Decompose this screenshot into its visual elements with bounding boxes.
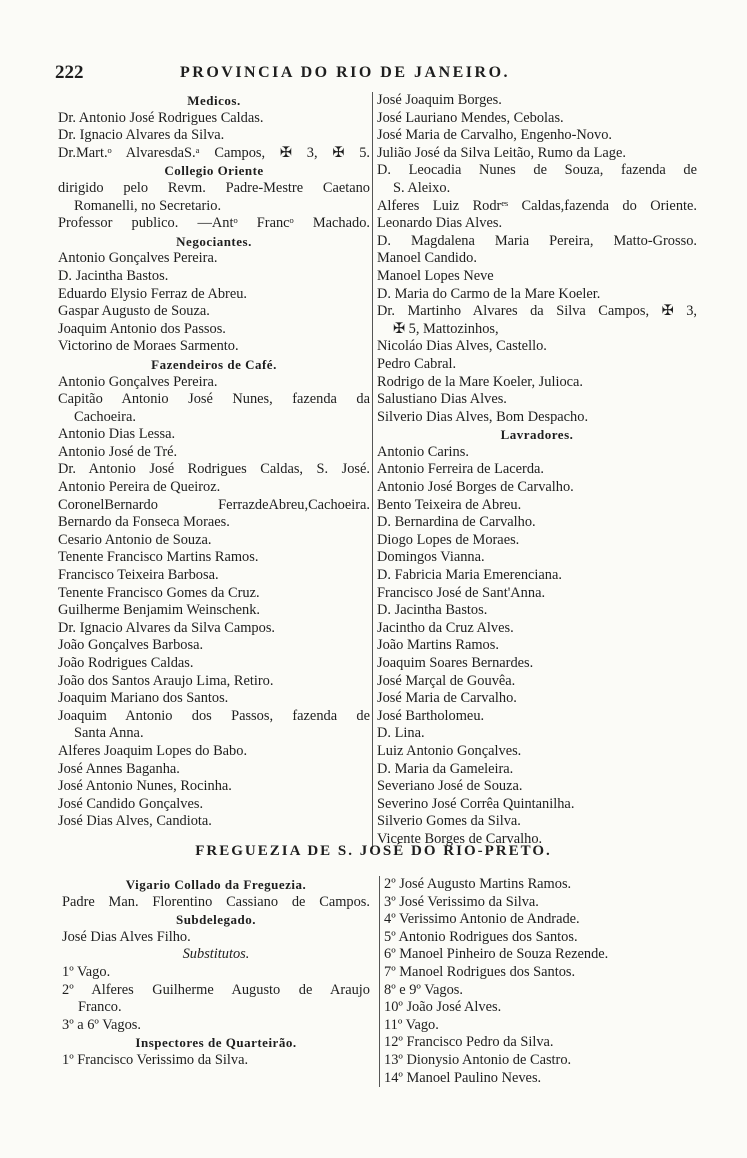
list-entry: Silverio Dias Alves, Bom Despacho.	[377, 408, 589, 425]
list-entry: 7º Manoel Rodrigues dos Santos.	[384, 963, 576, 980]
list-entry: Leonardo Dias Alves.	[377, 215, 503, 232]
list-entry: Antonio Carins.	[377, 443, 469, 460]
list-entry: Antonio Gonçalves Pereira.	[58, 373, 218, 390]
list-entry: D. Magdalena Maria Pereira, Matto-Grosso.	[377, 232, 697, 249]
list-entry: 3º a 6º Vagos.	[62, 1016, 142, 1033]
list-entry: José Dias Alves, Candiota.	[58, 813, 212, 830]
list-entry: José Marçal de Gouvêa.	[377, 672, 516, 689]
list-entry: D. Jacintha Bastos.	[58, 267, 169, 284]
list-entry: ✠ 5, Mattozinhos,	[393, 320, 499, 337]
subheading: Substitutos.	[182, 946, 250, 963]
list-entry: 13º Dionysio Antonio de Castro.	[384, 1051, 572, 1068]
list-entry: D. Maria do Carmo de la Mare Koeler.	[377, 285, 601, 302]
list-entry: Vicente Borges de Carvalho.	[377, 830, 543, 847]
list-entry: Capitão Antonio José Nunes, fazenda da	[58, 391, 370, 408]
list-entry: 4º Verissimo Antonio de Andrade.	[384, 911, 580, 928]
list-entry: 6º Manoel Pinheiro de Souza Rezende.	[384, 946, 609, 963]
list-entry: 1º Francisco Verissimo da Silva.	[62, 1051, 249, 1068]
section-title: FREGUEZIA DE S. JOSÉ DO RIO-PRETO.	[195, 843, 552, 859]
list-entry: Bento Teixeira de Abreu.	[377, 496, 522, 513]
list-entry: José Annes Baganha.	[58, 760, 180, 777]
list-entry: 3º José Verissimo da Silva.	[384, 893, 539, 910]
page-header	[55, 62, 695, 86]
list-entry: Joaquim Antonio dos Passos, fazenda de	[58, 707, 370, 724]
list-entry: Nicoláo Dias Alves, Castello.	[377, 338, 547, 355]
list-entry: 2º José Augusto Martins Ramos.	[384, 876, 572, 892]
list-entry: Antonio Ferreira de Lacerda.	[377, 461, 545, 478]
list-entry: José Joaquim Borges.	[377, 92, 502, 108]
section-heading: Fazendeiros de Café.	[151, 356, 277, 372]
list-entry: Manoel Candido.	[377, 250, 477, 267]
list-entry: Domingos Vianna.	[377, 549, 485, 566]
list-entry: 14º Manoel Paulino Neves.	[384, 1069, 542, 1086]
list-entry: 10º João José Alves.	[384, 999, 502, 1016]
list-entry: Joaquim Antonio dos Passos.	[58, 320, 226, 337]
list-entry: Silverio Gomes da Silva.	[377, 813, 521, 830]
list-entry: Dr. Ignacio Alvares da Silva Campos.	[58, 619, 276, 636]
list-entry: Antonio Gonçalves Pereira.	[58, 250, 218, 267]
list-entry: D. Lina.	[377, 725, 425, 742]
top-left-column	[58, 92, 370, 831]
list-entry: Padre Man. Florentino Cassiano de Campos.	[62, 893, 370, 910]
list-entry: S. Aleixo.	[393, 179, 451, 196]
list-entry: Salustiano Dias Alves.	[377, 391, 507, 408]
list-entry: Rodrigo de la Mare Koeler, Julioca.	[377, 373, 584, 390]
list-entry: Franco.	[78, 999, 122, 1016]
list-entry: Francisco José de Sant'Anna.	[377, 584, 546, 601]
list-entry: Severiano José de Souza.	[377, 778, 523, 795]
list-entry: José Antonio Nunes, Rocinha.	[58, 778, 232, 795]
section-heading: Vigario Collado da Freguezia.	[125, 877, 307, 892]
list-entry: Severino José Corrêa Quintanilha.	[377, 795, 575, 812]
list-entry: Gaspar Augusto de Souza.	[58, 303, 210, 320]
list-entry: 11º Vago.	[384, 1016, 439, 1033]
list-entry: Julião José da Silva Leitão, Rumo da Lage.	[377, 144, 626, 161]
list-entry: Antonio Dias Lessa.	[58, 426, 176, 443]
list-entry: Manoel Lopes Neve	[377, 267, 494, 284]
list-entry: José Lauriano Mendes, Cebolas.	[377, 109, 564, 126]
section-heading: Medicos.	[187, 93, 241, 108]
list-entry: José Maria de Carvalho.	[377, 690, 517, 707]
list-entry: 8º e 9º Vagos.	[384, 981, 464, 998]
list-entry: Pedro Cabral.	[377, 355, 457, 372]
section-heading: Collegio Oriente	[164, 163, 264, 179]
list-entry: CoronelBernardo FerrazdeAbreu,Cachoeira.	[58, 496, 370, 513]
list-entry: Professor publico. —Antᵒ Francᵒ Machado.	[58, 215, 370, 232]
list-entry: José Candido Gonçalves.	[58, 795, 204, 812]
section-heading: Negociantes.	[176, 233, 252, 249]
list-entry: D. Fabricia Maria Emerenciana.	[377, 567, 562, 584]
list-entry: 2º Alferes Guilherme Augusto de Araujo	[62, 981, 370, 998]
list-entry: Jacintho da Cruz Alves.	[377, 619, 514, 636]
list-entry: Bernardo da Fonseca Moraes.	[58, 514, 230, 531]
list-entry: 12º Francisco Pedro da Silva.	[384, 1034, 554, 1051]
list-entry: dirigido pelo Revm. Padre-Mestre Caetano	[58, 179, 370, 196]
section-heading: Inspectores de Quarteirão.	[135, 1035, 297, 1051]
list-entry: Dr.Mart.ᵒ AlvaresdaS.ᵃ Campos, ✠ 3, ✠ 5.	[58, 144, 370, 161]
section-heading: Lavradores.	[500, 427, 574, 443]
list-entry: Tenente Francisco Martins Ramos.	[58, 549, 259, 566]
bottom-right-column	[379, 876, 684, 1087]
top-right-column	[372, 92, 697, 849]
list-entry: Joaquim Soares Bernardes.	[377, 655, 534, 671]
list-entry: Joaquim Mariano dos Santos.	[58, 690, 229, 707]
list-entry: Tenente Francisco Gomes da Cruz.	[58, 584, 260, 601]
list-entry: Alferes Joaquim Lopes do Babo.	[58, 742, 248, 759]
list-entry: Victorino de Moraes Sarmento.	[58, 338, 239, 355]
list-entry: Guilherme Benjamim Weinschenk.	[58, 602, 260, 619]
page-number: 222	[55, 62, 84, 83]
list-entry: Dr. Ignacio Alvares da Silva.	[58, 127, 225, 144]
list-entry: João Gonçalves Barbosa.	[58, 637, 204, 654]
section-heading: Subdelegado.	[175, 912, 257, 928]
list-entry: Dr. Antonio José Rodrigues Caldas, S. José.	[58, 461, 370, 478]
list-entry: João Martins Ramos.	[377, 637, 499, 654]
list-entry: João dos Santos Araujo Lima, Retiro.	[58, 672, 274, 689]
list-entry: Cesario Antonio de Souza.	[58, 531, 212, 548]
list-entry: Alferes Luiz Rodrᵉˢ Caldas,fazenda do Oriente.	[377, 197, 697, 214]
list-entry: 1º Vago.	[62, 963, 111, 980]
list-entry: João Rodrigues Caldas.	[58, 655, 194, 671]
list-entry: José Bartholomeu.	[377, 707, 485, 724]
list-entry: Romanelli, no Secretario.	[74, 197, 222, 214]
list-entry: Cachoeira.	[74, 408, 136, 425]
list-entry: Antonio Pereira de Queiroz.	[58, 479, 221, 496]
list-entry: Francisco Teixeira Barbosa.	[58, 567, 219, 584]
list-entry: Santa Anna.	[74, 725, 144, 742]
list-entry: D. Leocadia Nunes de Souza, fazenda de	[377, 162, 697, 179]
list-entry: Dr. Martinho Alvares da Silva Campos, ✠ 3,	[377, 303, 697, 320]
list-entry: D. Jacintha Bastos.	[377, 602, 488, 619]
list-entry: D. Maria da Gameleira.	[377, 760, 514, 777]
running-title: PROVINCIA DO RIO DE JANEIRO.	[180, 64, 511, 81]
list-entry: Luiz Antonio Gonçalves.	[377, 742, 522, 759]
list-entry: Diogo Lopes de Moraes.	[377, 531, 520, 548]
list-entry: Dr. Antonio José Rodrigues Caldas.	[58, 109, 264, 126]
list-entry: Antonio José de Tré.	[58, 443, 178, 460]
bottom-left-column	[62, 876, 370, 1070]
list-entry: D. Bernardina de Carvalho.	[377, 514, 536, 531]
list-entry: Eduardo Elysio Ferraz de Abreu.	[58, 285, 248, 302]
list-entry: 5º Antonio Rodrigues dos Santos.	[384, 928, 578, 945]
list-entry: Antonio José Borges de Carvalho.	[377, 479, 574, 496]
list-entry: José Maria de Carvalho, Engenho-Novo.	[377, 127, 612, 144]
list-entry: José Dias Alves Filho.	[62, 928, 191, 945]
